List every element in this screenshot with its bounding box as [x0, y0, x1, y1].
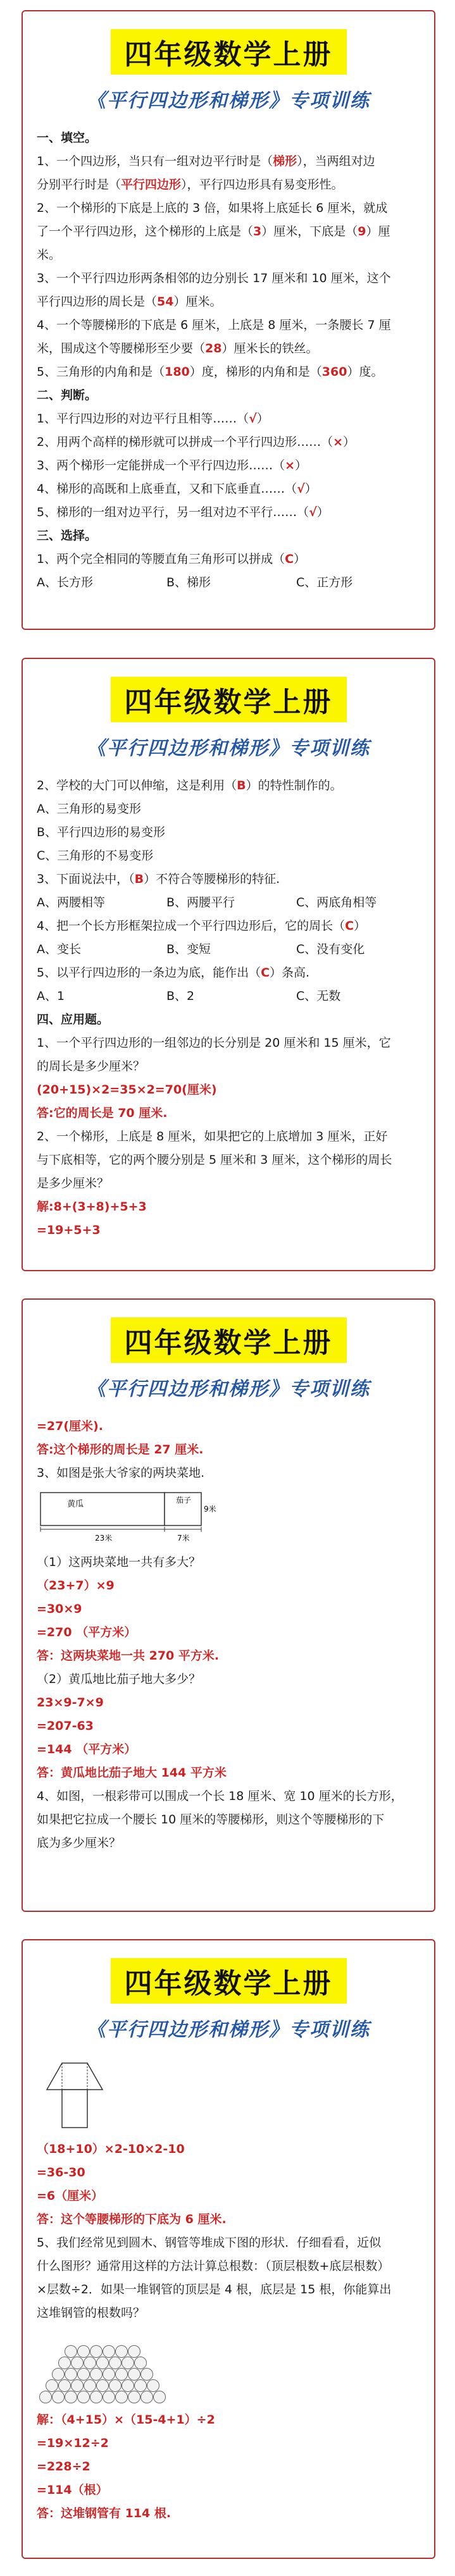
question-line: 是多少厘米？ [37, 1176, 109, 1190]
pipe-circle [40, 2391, 52, 2403]
pipe-stack-diagram [37, 2329, 189, 2405]
pipe-circle [103, 2369, 115, 2381]
question-line: 这堆钢管的根数吗？ [37, 2306, 146, 2320]
pipe-circle [141, 2391, 153, 2403]
label-23m: 23米 [95, 1534, 113, 1543]
answer: 360 [321, 365, 347, 379]
pipe-stack-figure [37, 2329, 420, 2405]
answer: √ [309, 505, 317, 519]
card-content [23, 760, 434, 1242]
solution-step: =207-63 [37, 1719, 94, 1733]
answer: × [285, 459, 296, 472]
section-heading: 一、填空。 [37, 131, 97, 145]
choice-option: C、三角形的不易变形 [37, 849, 154, 863]
question-line: 3、一个平行四边形两条相邻的边分别长 17 厘米和 10 厘米，这个 [37, 271, 391, 285]
question-line: 4、一个等腰梯形的下底是 6 厘米，上底是 8 厘米，一条腰长 7 厘 [37, 318, 391, 332]
page-title: 四年级数学上册 [111, 1317, 347, 1363]
pipe-circle [147, 2380, 159, 2392]
question-line: 米，围成这个等腰梯形至少要（28）厘米长的铁丝。 [37, 342, 318, 355]
pipe-circle [128, 2391, 140, 2403]
pipe-circle [103, 2391, 115, 2403]
worksheet-card-1 [22, 10, 435, 630]
pipe-circle [72, 2357, 84, 2369]
pipe-circle [135, 2380, 147, 2392]
pipe-circle [116, 2346, 128, 2358]
solution-step: (20+15)×2=35×2=70(厘米) [37, 1083, 217, 1097]
page-title: 四年级数学上册 [111, 1958, 347, 2004]
solution-step: =270 （平方米） [37, 1625, 137, 1639]
pipe-circle [154, 2391, 166, 2403]
question-line: 1、一个四边形，当只有一组对边平行时是（梯形），当两组对边 [37, 154, 375, 168]
label-7m: 7米 [177, 1534, 190, 1543]
pipe-circle [78, 2369, 90, 2381]
solution-answer: 答：这堆钢管有 114 根. [37, 2506, 171, 2520]
plots-diagram [37, 1489, 227, 1547]
page-subtitle: 《平行四边形和梯形》专项训练 [87, 1378, 370, 1400]
worksheet-card-4 [22, 1939, 435, 2559]
pipe-circle [109, 2380, 122, 2392]
choice-options: A、变长 B、变短 C、没有变化 [37, 942, 365, 956]
answer: × [333, 435, 344, 449]
question-line: 如果把它拉成一个腰长 10 厘米的等腰梯形，则这个等腰梯形的下 [37, 1813, 385, 1827]
choice-line: 5、以平行四边形的一条边为底，能作出（C）条高. [37, 966, 310, 980]
question-line: 的周长是多少厘米？ [37, 1059, 146, 1073]
answer: B [237, 779, 246, 792]
pipe-circle [141, 2369, 153, 2381]
pipe-circle [46, 2380, 58, 2392]
pipe-circle [72, 2380, 84, 2392]
question-line: 4、如图，一根彩带可以围成一个长 18 厘米、宽 10 厘米的长方形， [37, 1789, 403, 1803]
rectangle-to-trapezoid-figure [37, 2059, 420, 2134]
question-line: 分别平行时是（平行四边形），平行四边形具有易变形性。 [37, 178, 344, 192]
section-heading: 二、判断。 [37, 388, 97, 402]
solution-step: =6（厘米） [37, 2189, 104, 2203]
answer: √ [249, 412, 257, 426]
solution-answer: 答：这个等腰梯形的下底为 6 厘米. [37, 2212, 227, 2226]
solution-step: =114（根） [37, 2483, 108, 2497]
answer: 180 [165, 365, 190, 379]
choice-option: B、平行四边形的易变形 [37, 825, 166, 839]
pipe-circle [65, 2369, 77, 2381]
choice-line: 3、下面说法中，（B）不符合等腰梯形的特征. [37, 872, 280, 886]
card-content [23, 2042, 434, 2525]
worksheet-card-2 [22, 658, 435, 1271]
question-line: 2、一个梯形，上底是 8 厘米，如果把它的上底增加 3 厘米，正好 [37, 1130, 388, 1143]
pipe-circle [84, 2357, 96, 2369]
solution-step: =36-30 [37, 2166, 85, 2179]
pipe-circle [53, 2391, 65, 2403]
choice-options: A、两腰相等 B、两腰平行 C、两底角相等 [37, 896, 377, 909]
page-subtitle: 《平行四边形和梯形》专项训练 [87, 737, 370, 760]
vegetable-plots-figure [37, 1489, 420, 1547]
pipe-circle [103, 2346, 115, 2358]
solution-step: （18+10）×2-10×2-10 [37, 2142, 185, 2156]
card-content [23, 113, 434, 595]
solution-step: （23+7）×9 [37, 1579, 115, 1593]
answer: 28 [205, 342, 222, 355]
pipe-circle [116, 2391, 128, 2403]
pipe-circle [109, 2357, 122, 2369]
solution-step: =228÷2 [37, 2460, 90, 2474]
page-title: 四年级数学上册 [111, 29, 347, 75]
answer: √ [297, 482, 305, 496]
answer: C [285, 552, 294, 566]
answer: 9 [358, 225, 366, 238]
answer: 平行四边形 [121, 178, 182, 192]
pipe-circle [122, 2357, 134, 2369]
pipe-circle [116, 2369, 128, 2381]
pipe-circle [78, 2346, 90, 2358]
solution-step: 23×9-7×9 [37, 1696, 104, 1710]
pipe-circle [59, 2380, 71, 2392]
label-9m: 9米 [204, 1505, 216, 1513]
choice-line: 2、学校的大门可以伸缩，这是利用（B）的特性制作的。 [37, 779, 342, 792]
answer: 54 [157, 295, 174, 309]
question-line: 平行四边形的周长是（54）厘米。 [37, 295, 222, 309]
section-heading: 三、选择。 [37, 529, 97, 543]
pipe-circle [84, 2380, 96, 2392]
answer: C [345, 919, 354, 933]
question-line: 米。 [37, 248, 61, 262]
question-line: 3、如图是张大爷家的两块菜地. [37, 1466, 205, 1480]
question-line: 什么图形？通常用这样的方法计算总根数：（顶层根数+底层根数） [37, 2259, 390, 2273]
solution-step: 解:8+(3+8)+5+3 [37, 1200, 147, 1214]
card-content [23, 1401, 434, 1855]
solution-answer: 答:这个梯形的周长是 27 厘米. [37, 1443, 204, 1457]
pipe-circle [135, 2357, 147, 2369]
judge-line: 4、梯形的高既和上底垂直，又和下底垂直……（√） [37, 482, 317, 496]
question-line: 1、一个平行四边形的一组邻边的长分别是 20 厘米和 15 厘米，它 [37, 1036, 391, 1050]
section-heading: 四、应用题。 [37, 1013, 109, 1026]
solution-step: =30×9 [37, 1602, 82, 1616]
choice-options: A、1 B、2 C、无数 [37, 989, 341, 1003]
answer: C [261, 966, 270, 980]
question-line: 2、一个梯形的下底是上底的 3 倍，如果将上底延长 6 厘米，就成 [37, 201, 388, 215]
solution-step: =19×12÷2 [37, 2436, 109, 2450]
trapezoid-diagram [37, 2059, 113, 2134]
sub-question: （1）这两块菜地一共有多大？ [37, 1555, 201, 1569]
pipe-circle [65, 2391, 77, 2403]
judge-line: 1、平行四边形的对边平行且相等……（√） [37, 412, 269, 426]
answer: 梯形 [273, 154, 297, 168]
pipe-circle [128, 2346, 140, 2358]
pipe-circle [90, 2369, 103, 2381]
solution-step: =144 （平方米） [37, 1742, 137, 1756]
pipe-circle [97, 2357, 109, 2369]
solution-answer: 答：这两块菜地一共 270 平方米. [37, 1649, 220, 1663]
question-line: 底为多少厘米？ [37, 1836, 122, 1850]
pipe-circle [53, 2369, 65, 2381]
pipe-circle [90, 2346, 103, 2358]
choice-options: A、长方形 B、梯形 C、正方形 [37, 576, 353, 589]
solution-step: 解：（4+15）×（15-4+1）÷2 [37, 2413, 215, 2427]
pipe-circle [97, 2380, 109, 2392]
judge-line: 2、用两个高样的梯形就可以拼成一个平行四边形……（×） [37, 435, 356, 449]
answer: 3 [253, 225, 262, 238]
question-line: 了一个平行四边形，这个梯形的上底是（3）厘米，下底是（9）厘 [37, 225, 390, 238]
pipe-circle [78, 2391, 90, 2403]
question-line: ×层数÷2．如果一堆钢管的顶层是 4 根，底层是 15 根，你能算出 [37, 2283, 392, 2296]
pipe-circle [59, 2357, 71, 2369]
page-subtitle: 《平行四边形和梯形》专项训练 [87, 90, 370, 112]
pipe-circle [90, 2391, 103, 2403]
label-qiezi: 茄子 [176, 1496, 192, 1505]
choice-line: 1、两个完全相同的等腰直角三角形可以拼成（C） [37, 552, 306, 566]
judge-line: 3、两个梯形一定能拼成一个平行四边形……（×） [37, 459, 308, 472]
solution-step: =27(厘米). [37, 1419, 103, 1433]
question-line: 5、我们经常见到圆木、钢管等堆成下图的形状．仔细看看，近似 [37, 2236, 382, 2250]
solution-step: =19+5+3 [37, 1223, 101, 1237]
question-line: 5、三角形的内角和是（180）度，梯形的内角和是（360）度。 [37, 365, 383, 379]
label-huanggua: 黄瓜 [67, 1500, 84, 1509]
page-subtitle: 《平行四边形和梯形》专项训练 [87, 2019, 370, 2041]
pipe-circle [122, 2380, 134, 2392]
solution-answer: 答:它的周长是 70 厘米. [37, 1106, 168, 1120]
solution-answer: 答：黄瓜地比茄子地大 144 平方米 [37, 1766, 227, 1780]
answer: B [134, 872, 144, 886]
judge-line: 5、梯形的一组对边平行，另一组对边不平行……（√） [37, 505, 329, 519]
choice-option: A、三角形的易变形 [37, 802, 141, 816]
worksheet-card-3 [22, 1298, 435, 1912]
question-line: 与下底相等，它的两个腰分别是 5 厘米和 3 厘米，这个梯形的周长 [37, 1153, 392, 1167]
page-title: 四年级数学上册 [111, 677, 347, 722]
pipe-circle [65, 2346, 77, 2358]
choice-line: 4、把一个长方形框架拉成一个平行四边形后，它的周长（C） [37, 919, 366, 933]
sub-question: （2）黄瓜地比茄子地大多少？ [37, 1672, 201, 1686]
pipe-circle [128, 2369, 140, 2381]
